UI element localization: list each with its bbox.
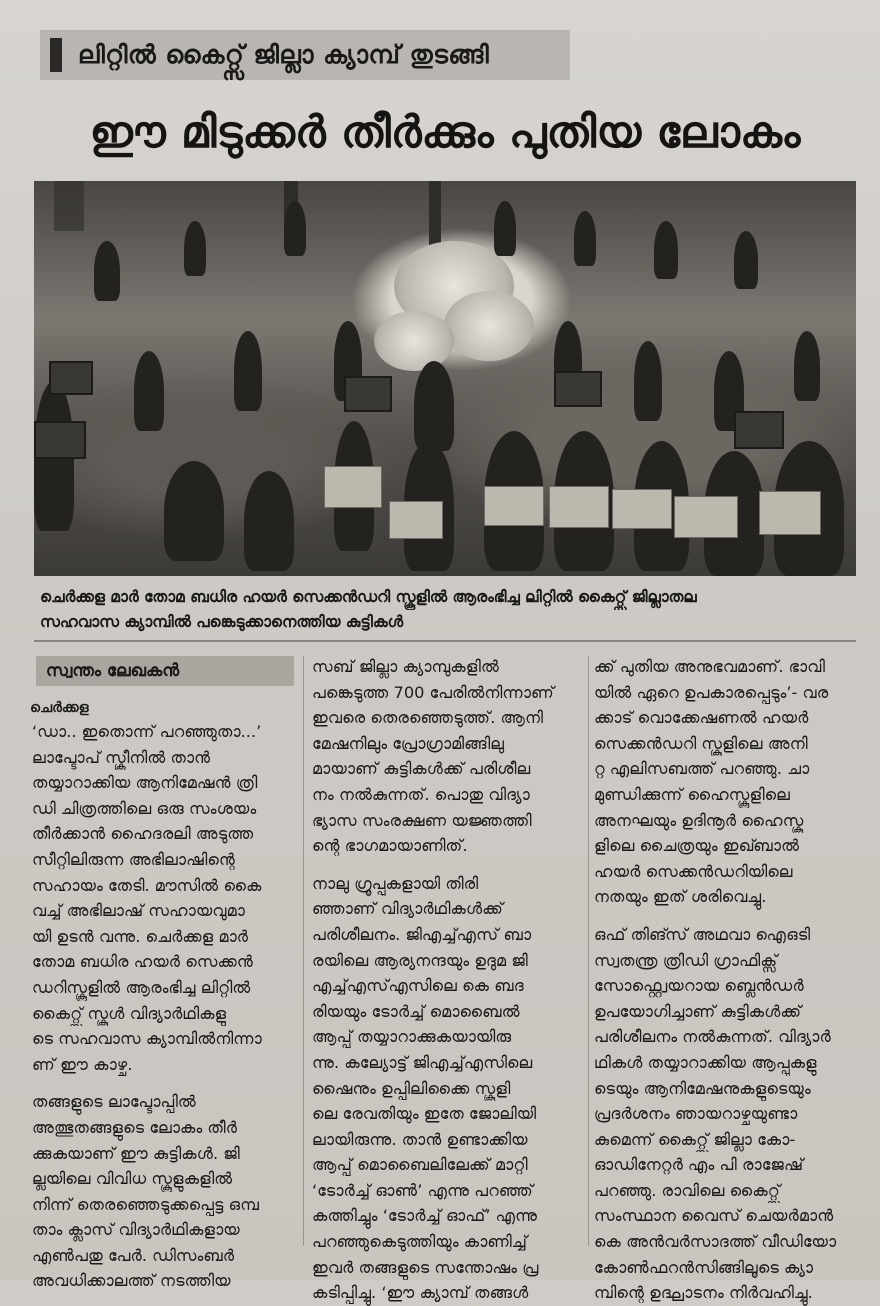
article-text-line: സീറ്റിലിരുന്ന അഭിലാഷിന്റെ (32, 849, 236, 869)
column-divider-2 (588, 656, 589, 1246)
article-text-line: ആപ്പ് മൊബൈലിലേക്ക് മാറ്റി (312, 1155, 528, 1175)
article-text-line: ണ് ഈ കാഴ്ച. (32, 1054, 133, 1074)
byline-text: സ്വന്തം ലേഖകൻ (46, 661, 180, 681)
article-text-line: അവധിക്കാലത്ത് നടത്തിയ (32, 1271, 231, 1291)
headline: ഈ മിടുക്കർ തീർക്കും പുതിയ ലോകം (89, 107, 801, 158)
article-text-line: തോമ ബധിര ഹയർ സെക്കൻ (32, 952, 254, 972)
article-text-line: രയിലെ ആര്യനന്ദയും ഉദുമ ജി (312, 950, 528, 970)
article-text-line: പറഞ്ഞുകെടുത്തിയും കാണിച്ച് (312, 1232, 528, 1252)
article-text-line: ക്കുകയാണ് ഈ കുട്ടികൾ. ജി (32, 1143, 240, 1163)
paragraph-gap (594, 910, 860, 922)
article-column-2 (312, 654, 584, 1306)
article-text-line: നിന്ന് തെരഞ്ഞെടുക്കപ്പെട്ട ഒമ്പ (32, 1194, 260, 1214)
article-text-line: എച്ച്എസ്എസിലെ കെ ബദ (312, 976, 524, 996)
article-text-line: മുണ്ഡിക്കുന്ന് ഹൈസ്കൂളിലെ (594, 784, 790, 804)
article-text-line: ലെ രേവതിയും ഇതേ ജോലിയി (312, 1104, 537, 1124)
article-text-line: സെക്കൻഡറി സ്കൂളിലെ അനി (594, 733, 808, 753)
article-text-line: യിൽ ഏറെ ഉപകാരപ്പെടും’- വര (594, 682, 829, 702)
article-text-line: നാലു ഗ്രൂപ്പുകളായി തിരി (312, 873, 479, 893)
kicker-strip (40, 30, 570, 80)
kicker-bar (50, 38, 62, 72)
article-text-line: പരിശീലനം. ജിഎച്ച്എസ് ബാ (312, 924, 532, 944)
article-text-line: രിയയും ടോർച്ച് മൊബൈൽ (312, 1001, 520, 1021)
article-text-line: നതയും ഇത് ശരിവെച്ചു. (594, 887, 767, 907)
article-text-line: ക്കാട് വൊക്കേഷണൽ ഹയർ (594, 708, 809, 728)
article-text-line: പങ്കെടുത്ത 700 പേരിൽനിന്നാണ് (312, 682, 554, 702)
article-text-line: ഡി ചിത്രത്തിലെ ഒരു സംശയം (32, 798, 257, 818)
article-text-line: ലാപ്ടോപ് സ്ക്രീനിൽ താൻ (32, 747, 211, 767)
article-text-line: ഡറിസ്കൂളിൽ ആരംഭിച്ച ലിറ്റിൽ (32, 977, 251, 997)
article-text-line: ഇവരെ തെരഞ്ഞെടുത്ത്. ആനി (312, 708, 544, 728)
article-text-line: വച്ച് അഭിലാഷ് സഹായവുമാ (32, 901, 245, 921)
article-text-line: ലായിരുന്നു. താൻ ഉണ്ടാക്കിയ (312, 1129, 528, 1149)
article-text-line: ‘ടോർച്ച് ഓൺ’ എന്നു പറഞ്ഞ് (312, 1180, 533, 1200)
article-text-line: ഷൈനും ഉപ്പിലിക്കൈ സ്കൂളി (312, 1078, 511, 1098)
byline-box (36, 656, 294, 686)
article-text-line: പരിശീലനം നൽകുന്നത്. വിദ്യാർ (594, 1027, 831, 1047)
article-text-line: ടെ സഹവാസ ക്യാമ്പിൽനിന്നാ (32, 1029, 262, 1049)
article-text-line: കുമെന്ന് കൈറ്റ്സ് ജില്ലാ കോ- (594, 1129, 796, 1149)
article-text-line: കോൺഫറൻസിങ്ങിലൂടെ ക്യാ (594, 1257, 814, 1277)
article-text-line: സംസ്ഥാന വൈസ് ചെയർമാൻ (594, 1206, 834, 1226)
article-text-line: പറഞ്ഞു. രാവിലെ കൈറ്റ്സ് (594, 1180, 781, 1200)
article-text-line: ‘ഡാ.. ഇതൊന്ന് പറഞ്ഞുതാ...’ (32, 722, 262, 741)
article-text-line: അത്ഭുതങ്ങളുടെ ലോകം തീർ (32, 1117, 238, 1137)
article-text-line: ഓഡിനേറ്റർ എം പി രാജേഷ് (594, 1155, 804, 1175)
article-text-line: ഹയർ സെക്കൻഡറിയിലെ (594, 861, 793, 881)
article-text-line: സഹായം തേടി. മൗസിൽ കൈ (32, 875, 262, 895)
caption-line-1: ചെർക്കള മാർ തോമ ബധിര ഹയർ സെക്കൻഡറി സ്കൂളിൽ ആരംഭിച്ച ലിറ്റിൽ കൈറ്റ്സ് ജില്ലാതല (40, 588, 697, 606)
article-text-line: താം ക്ലാസ് വിദ്യാർഥികളായ (32, 1220, 240, 1240)
article-text-line: തയ്യാറാക്കിയ ആനിമേഷൻ ത്രി (32, 773, 258, 793)
article-text-line: പ്രദർശനം ഞായറാഴ്ചയുണ്ടാ (594, 1104, 798, 1124)
group-photo (34, 181, 856, 576)
article-text-line: മ്പിന്റെ ഉദ്ഘാടനം നിർവഹിച്ചു. (594, 1283, 813, 1303)
article-text-line: സബ് ജില്ലാ ക്യാമ്പുകളിൽ (312, 657, 499, 676)
photo-caption (40, 585, 860, 635)
article-text-line: റ്റ എലിസബത്ത് പറഞ്ഞു. ചാ (594, 759, 810, 779)
column-divider-1 (303, 656, 304, 1246)
article-text-line: തീർക്കാൻ ഹൈദരലി അടുത്ത (32, 824, 254, 844)
article-text-line: അനഘയും ഉദിനൂർ ഹൈസ്കൂ (594, 810, 804, 830)
article-text-line: എൺപതു പേർ. ഡിസംബർ (32, 1245, 235, 1265)
article-text-line: ന്നു. കല്യോട്ട് ജിഎച്ച്എസിലെ (312, 1052, 533, 1072)
article-text-line: കൈറ്റ്സ് സ്കൂൾ വിദ്യാർഥികളു (32, 1003, 227, 1023)
dateline: ചെർക്കള (30, 700, 89, 716)
article-text-line: ഉപയോഗിച്ചാണ് കുട്ടികൾക്ക് (594, 1001, 802, 1021)
caption-divider (34, 640, 856, 642)
caption-line-2: സഹവാസ ക്യാമ്പിൽ പങ്കെടുക്കാനെത്തിയ കുട്ടികൾ (40, 613, 404, 631)
paragraph-gap (32, 1077, 296, 1089)
article-text-line: യി ഉടൻ വന്നു. ചെർക്കള മാർ (32, 926, 249, 946)
article-text-line: സ്വതന്ത്ര ത്രിഡി ഗ്രാഫിക്സ് (594, 950, 778, 970)
article-text-line: നം നൽകുന്നത്. പൊതു വിദ്യാ (312, 784, 530, 804)
article-text-line: ഥികൾ തയ്യാറാക്കിയ ആപ്പുകളു (594, 1052, 817, 1072)
article-text-line: ഇവർ തങ്ങളുടെ സന്തോഷം പ്ര (312, 1257, 539, 1277)
article-text-line: കടിപ്പിച്ചു. ‘ഈ ക്യാമ്പ് തങ്ങൾ (312, 1283, 529, 1303)
paragraph-gap (312, 859, 584, 871)
article-text-line: ആപ്പ് തയ്യാറാക്കുകയായിരു (312, 1027, 512, 1047)
article-text-line: മേഷനിലും പ്രോഗ്രാമിങ്ങിലു (312, 733, 505, 753)
article-text-line: ന്റെ ഭാഗമായാണിത്. (312, 836, 468, 856)
article-text-line: കത്തിച്ചും ‘ടോർച്ച് ഓഫ്’ എന്നു (312, 1206, 538, 1226)
article-text-line: ളിലെ ചൈത്രയും ഇഖ്ബാൽ (594, 836, 800, 856)
article-text-line: ടെയും ആനിമേഷനുകളുടെയും (594, 1078, 811, 1098)
article-text-line: മായാണ് കുട്ടികൾക്ക് പരിശീല (312, 759, 531, 779)
article-text-line: ഒഫ് തിങ്സ് അഥവാ ഐഒടി (594, 924, 811, 944)
article-column-1 (32, 719, 296, 1294)
article-text-line: സോഫ്റ്റ്വെയറായ ബ്ലെൻഡർ (594, 976, 804, 996)
article-column-3 (594, 654, 860, 1306)
article-text-line: ഭ്യാസ സംരക്ഷണ യജ്ഞത്തി (312, 810, 532, 830)
article-text-line: ഞ്ഞാണ് വിദ്യാർഥികൾക്ക് (312, 899, 503, 919)
article-text-line: തങ്ങളുടെ ലാപ്ടോപ്പിൽ (32, 1092, 196, 1112)
article-text-line: ല്ലയിലെ വിവിധ സ്കൂളുകളിൽ (32, 1169, 233, 1189)
kicker-text: ലിറ്റിൽ കൈറ്റ്സ് ജില്ലാ ക്യാമ്പ് തുടങ്ങി (78, 40, 490, 69)
article-text-line: കെ അൻവർസാദത്ത് വീഡിയോ (594, 1232, 837, 1252)
article-text-line: ക്ക് പുതിയ അനുഭവമാണ്. ഭാവി (594, 657, 825, 676)
